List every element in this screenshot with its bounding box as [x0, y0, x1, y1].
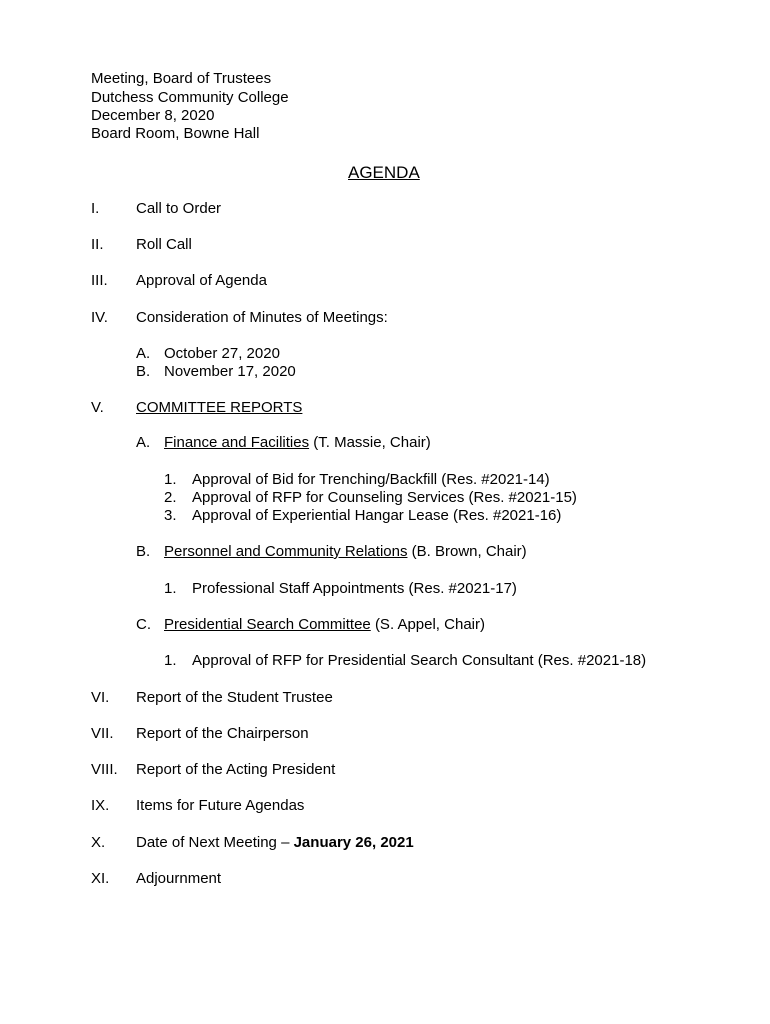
- committee-reports-heading: COMMITTEE REPORTS: [136, 399, 303, 416]
- committee-chair: (T. Massie, Chair): [313, 434, 431, 451]
- resolution-text: Professional Staff Appointments (Res. #2021-17): [192, 580, 517, 597]
- resolution-number: 3.: [164, 507, 177, 524]
- meeting-date: December 8, 2020: [91, 107, 215, 124]
- item-number: XI.: [91, 870, 110, 887]
- resolution-text: Approval of Bid for Trenching/Backfill (Res. #2021-14): [192, 471, 550, 488]
- item-text: Adjournment: [136, 870, 222, 887]
- item-number: VII.: [91, 725, 114, 742]
- next-meeting: [136, 834, 414, 852]
- committee-chair: (B. Brown, Chair): [411, 543, 527, 560]
- committee-name: Presidential Search Committee: [164, 616, 371, 633]
- item-text: Call to Order: [136, 200, 222, 217]
- item-text: Roll Call: [136, 236, 192, 253]
- committee-letter: C.: [136, 616, 151, 633]
- sub-letter: B.: [136, 363, 151, 380]
- page-title: AGENDA: [348, 163, 420, 182]
- committee-heading: [164, 616, 485, 634]
- item-number: V.: [91, 399, 104, 416]
- item-text: Report of the Chairperson: [136, 725, 309, 742]
- item-number: II.: [91, 236, 104, 253]
- item-text: Consideration of Minutes of Meetings:: [136, 309, 388, 326]
- college-name: Dutchess Community College: [91, 89, 289, 106]
- resolution-text: Approval of RFP for Counseling Services (Res. #2021-15): [192, 489, 577, 506]
- item-number: IX.: [91, 797, 110, 814]
- resolution-number: 1.: [164, 580, 177, 597]
- resolution-text: Approval of Experiential Hangar Lease (Res. #2021-16): [192, 507, 562, 524]
- committee-letter: B.: [136, 543, 151, 560]
- next-meeting-label: Date of Next Meeting –: [136, 834, 294, 851]
- next-meeting-date: January 26, 2021: [293, 834, 414, 851]
- minutes-date: November 17, 2020: [164, 363, 296, 380]
- resolution-number: 1.: [164, 652, 177, 669]
- item-text: Items for Future Agendas: [136, 797, 305, 814]
- committee-heading: [164, 434, 431, 452]
- meeting-location: Board Room, Bowne Hall: [91, 125, 260, 142]
- resolution-number: 2.: [164, 489, 177, 506]
- item-text: Report of the Student Trustee: [136, 689, 333, 706]
- committee-name: Personnel and Community Relations: [164, 543, 408, 560]
- item-text: Approval of Agenda: [136, 272, 267, 289]
- item-number: IV.: [91, 309, 108, 326]
- item-number: III.: [91, 272, 108, 289]
- item-number: X.: [91, 834, 106, 851]
- sub-letter: A.: [136, 345, 151, 362]
- item-text: Report of the Acting President: [136, 761, 336, 778]
- minutes-date: October 27, 2020: [164, 345, 280, 362]
- resolution-text: Approval of RFP for Presidential Search Consultant (Res. #2021-18): [192, 652, 647, 669]
- committee-chair: (S. Appel, Chair): [374, 616, 485, 633]
- committee-name: Finance and Facilities: [164, 434, 310, 451]
- item-number: VIII.: [91, 761, 118, 778]
- committee-letter: A.: [136, 434, 151, 451]
- resolution-number: 1.: [164, 471, 177, 488]
- committee-heading: [164, 543, 527, 561]
- item-number: VI.: [91, 689, 110, 706]
- meeting-title: Meeting, Board of Trustees: [91, 70, 272, 87]
- item-number: I.: [91, 200, 100, 217]
